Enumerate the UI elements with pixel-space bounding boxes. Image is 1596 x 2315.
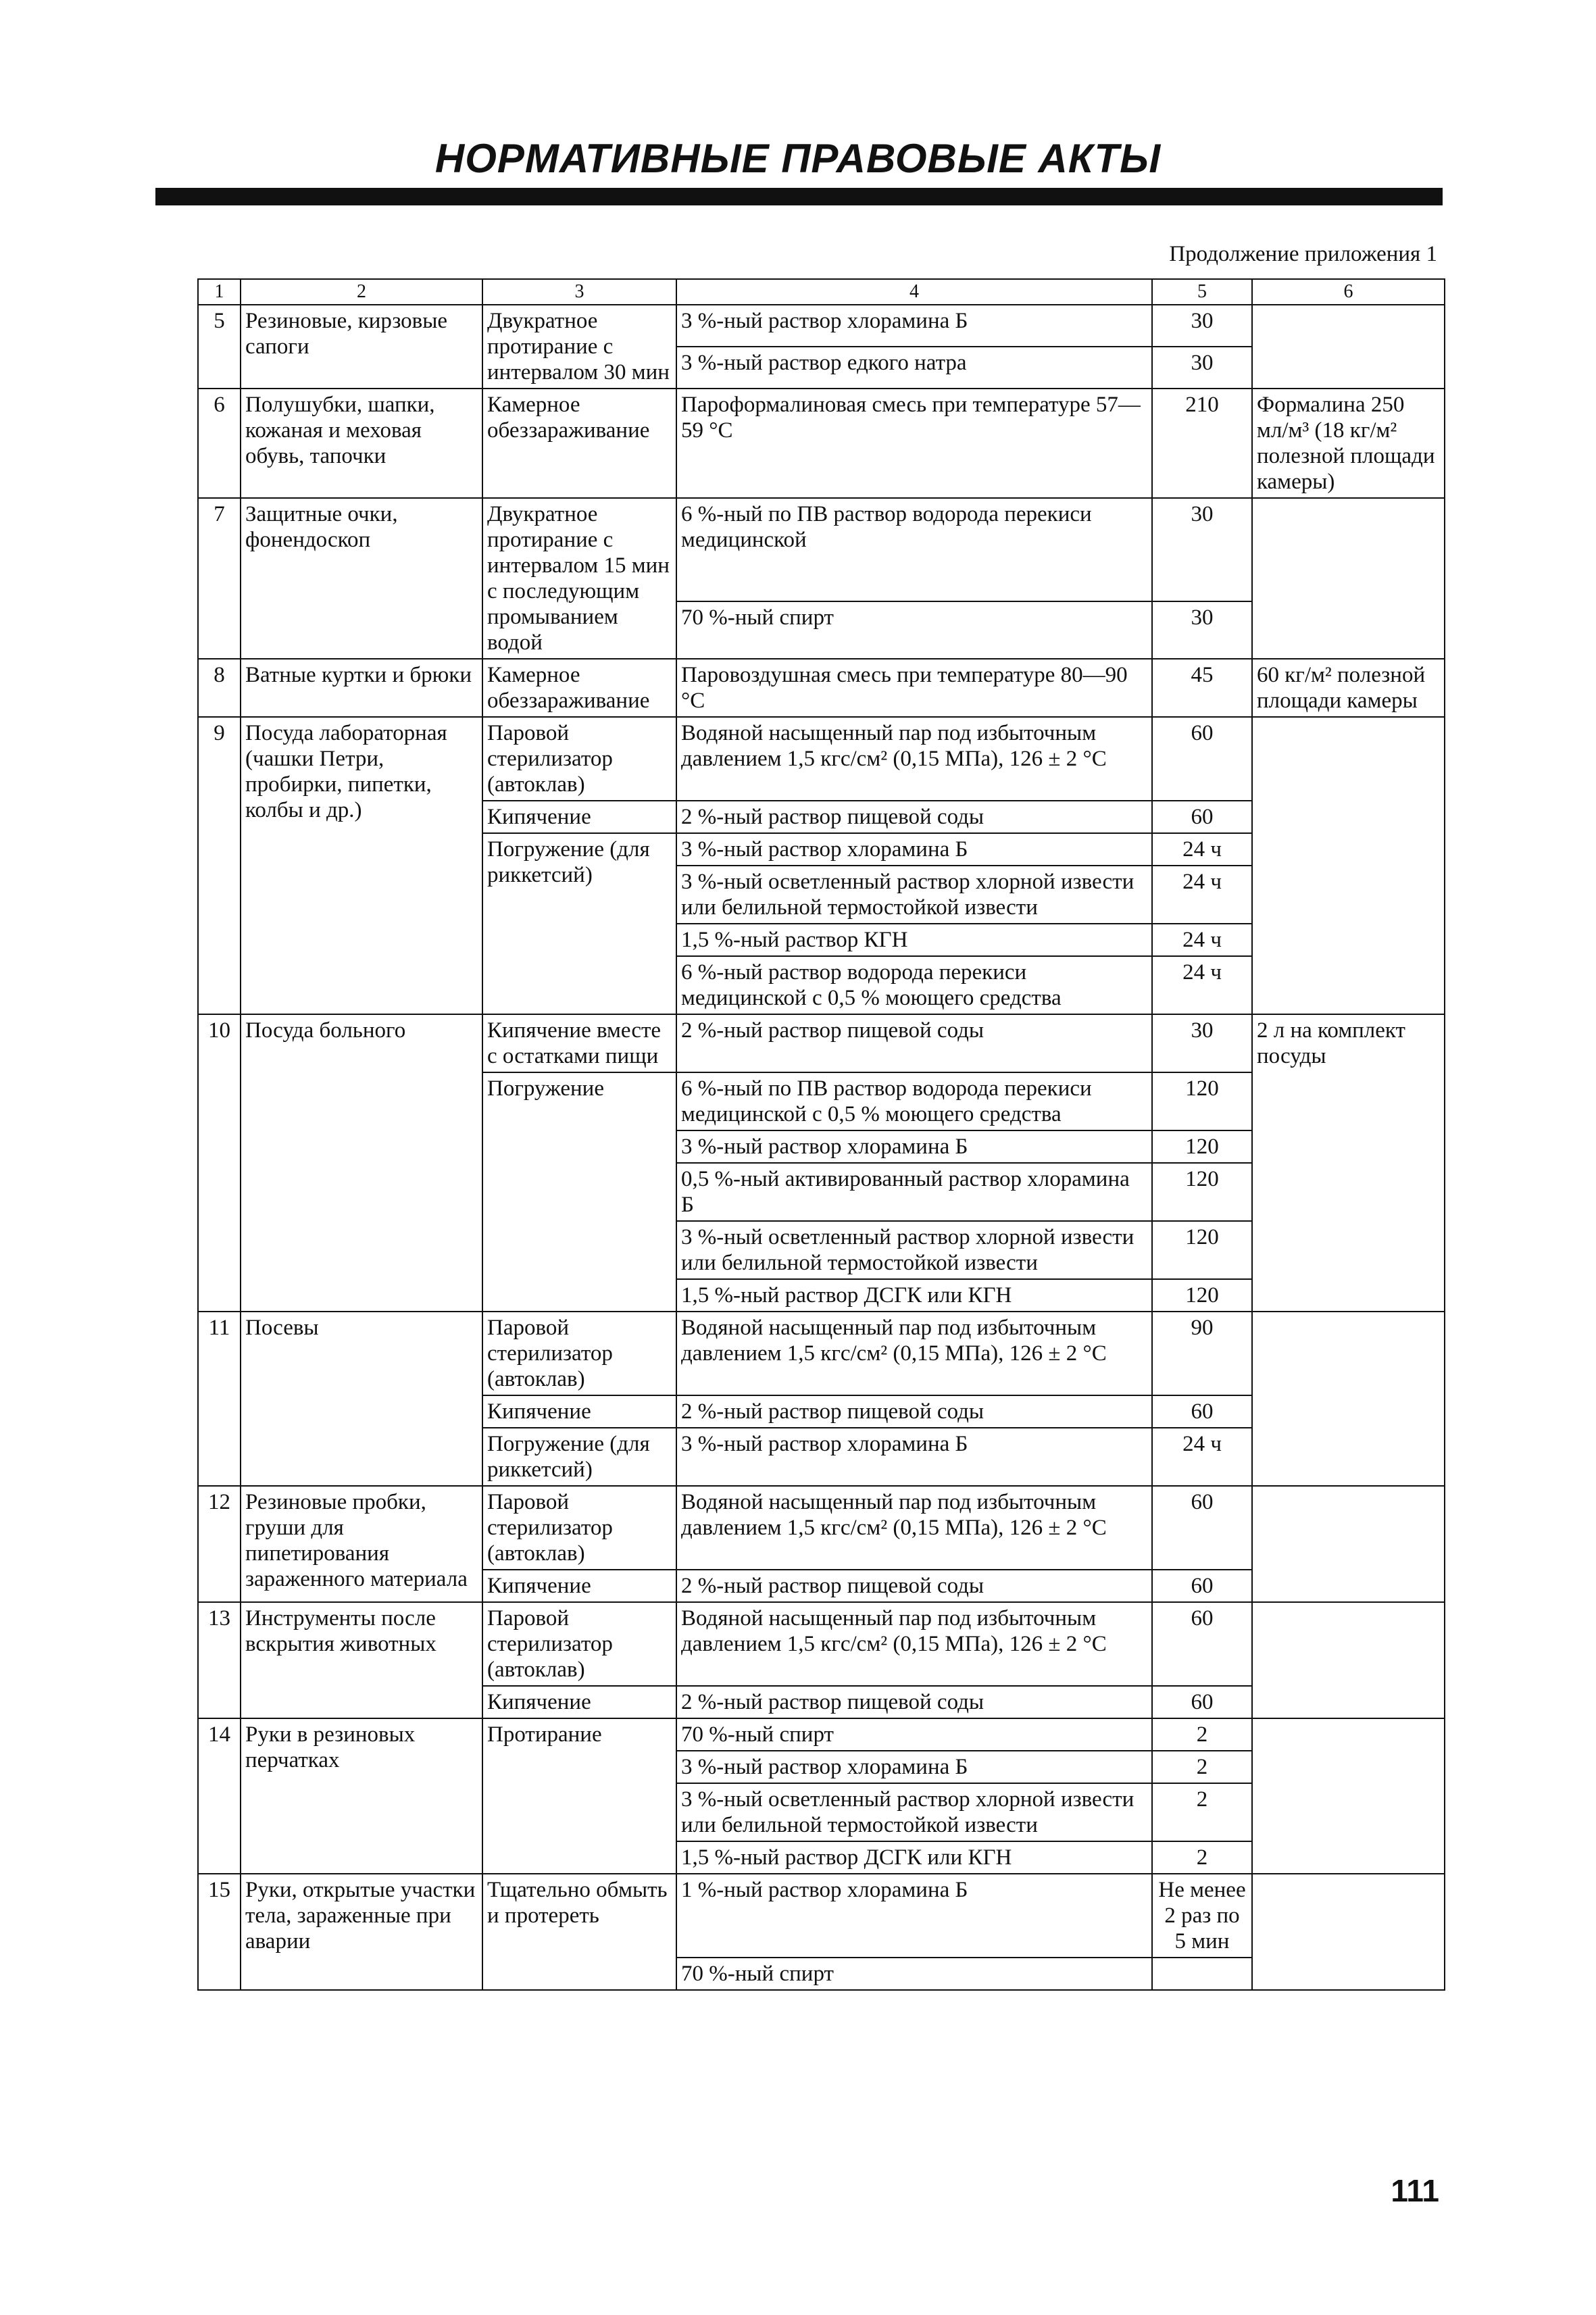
method-cell: Камерное обеззараживание <box>482 389 676 498</box>
exposure-time-cell: 60 <box>1152 801 1252 833</box>
note-cell <box>1252 1874 1445 1990</box>
row-number-cell: 7 <box>198 498 241 659</box>
row-number-cell: 6 <box>198 389 241 498</box>
exposure-time-cell: 30 <box>1152 1014 1252 1072</box>
object-cell: Резиновые, кирзовые сапоги <box>241 305 482 389</box>
note-cell <box>1252 305 1445 389</box>
exposure-time-cell: 2 <box>1152 1718 1252 1751</box>
note-cell <box>1252 1486 1445 1602</box>
row-number-cell: 12 <box>198 1486 241 1602</box>
object-cell: Ватные куртки и брюки <box>241 659 482 717</box>
note-cell <box>1252 1718 1445 1874</box>
exposure-time-cell: 2 <box>1152 1783 1252 1841</box>
note-cell <box>1252 1312 1445 1486</box>
note-cell <box>1252 717 1445 1014</box>
agent-cell: 6 %-ный раствор водорода перекиси медицинской с 0,5 % моющего средства <box>676 956 1152 1014</box>
exposure-time-cell: 90 <box>1152 1312 1252 1395</box>
column-header: 4 <box>676 279 1152 305</box>
method-cell: Кипячение <box>482 801 676 833</box>
exposure-time-cell: 2 <box>1152 1841 1252 1874</box>
table-row <box>198 389 1445 498</box>
agent-cell: Паровоздушная смесь при температуре 80—90 °С <box>676 659 1152 717</box>
exposure-time-cell: 120 <box>1152 1163 1252 1221</box>
object-cell: Резиновые пробки, груши для пипетирования зараженного материала <box>241 1486 482 1602</box>
table-row <box>198 1874 1445 1958</box>
column-header: 1 <box>198 279 241 305</box>
column-header: 2 <box>241 279 482 305</box>
object-cell: Руки в резиновых перчатках <box>241 1718 482 1874</box>
table-row <box>198 305 1445 347</box>
column-header: 3 <box>482 279 676 305</box>
method-cell: Погружение <box>482 1072 676 1312</box>
agent-cell: 3 %-ный раствор хлорамина Б <box>676 1130 1152 1163</box>
method-cell: Кипячение вместе с остатками пищи <box>482 1014 676 1072</box>
agent-cell: 2 %-ный раствор пищевой соды <box>676 1570 1152 1602</box>
table-row <box>198 1602 1445 1686</box>
exposure-time-cell: 45 <box>1152 659 1252 717</box>
table-header-row <box>198 279 1445 305</box>
agent-cell: Водяной насыщенный пар под избыточным давлением 1,5 кгс/см² (0,15 МПа), 126 ± 2 °С <box>676 1486 1152 1570</box>
exposure-time-cell: 60 <box>1152 1602 1252 1686</box>
exposure-time-cell: 120 <box>1152 1130 1252 1163</box>
table-row <box>198 1486 1445 1570</box>
method-cell: Погружение (для риккетсий) <box>482 833 676 1014</box>
exposure-time-cell: 120 <box>1152 1279 1252 1312</box>
object-cell: Инструменты после вскрытия животных <box>241 1602 482 1718</box>
exposure-time-cell <box>1152 1958 1252 1990</box>
method-cell: Тщательно обмыть и протереть <box>482 1874 676 1990</box>
table-row <box>198 1014 1445 1072</box>
method-cell: Паровой стерилизатор (автоклав) <box>482 1486 676 1570</box>
row-number-cell: 10 <box>198 1014 241 1312</box>
method-cell: Протирание <box>482 1718 676 1874</box>
agent-cell: 3 %-ный осветленный раствор хлорной извести или белильной термостойкой извести <box>676 866 1152 924</box>
method-cell: Двукратное протирание с интервалом 15 мин с последующим промыванием водой <box>482 498 676 659</box>
agent-cell: 2 %-ный раствор пищевой соды <box>676 1014 1152 1072</box>
note-cell: 2 л на комплект посуды <box>1252 1014 1445 1312</box>
method-cell: Паровой стерилизатор (автоклав) <box>482 1602 676 1686</box>
method-cell: Погружение (для риккетсий) <box>482 1428 676 1486</box>
method-cell: Двукратное протирание с интервалом 30 мин <box>482 305 676 389</box>
object-cell: Посуда больного <box>241 1014 482 1312</box>
table-row <box>198 717 1445 801</box>
disinfection-table <box>197 278 1445 1991</box>
exposure-time-cell: 30 <box>1152 601 1252 659</box>
agent-cell: 3 %-ный осветленный раствор хлорной извести или белильной термостойкой извести <box>676 1783 1152 1841</box>
method-cell: Кипячение <box>482 1570 676 1602</box>
column-header: 5 <box>1152 279 1252 305</box>
row-number-cell: 11 <box>198 1312 241 1486</box>
note-cell <box>1252 498 1445 659</box>
agent-cell: 2 %-ный раствор пищевой соды <box>676 801 1152 833</box>
agent-cell: 1,5 %-ный раствор ДСГК или КГН <box>676 1279 1152 1312</box>
method-cell: Паровой стерилизатор (автоклав) <box>482 717 676 801</box>
agent-cell: 6 %-ный по ПВ раствор водорода перекиси медицинской с 0,5 % моющего средства <box>676 1072 1152 1130</box>
table-row <box>198 1312 1445 1395</box>
agent-cell: 3 %-ный раствор хлорамина Б <box>676 1428 1152 1486</box>
exposure-time-cell: 24 ч <box>1152 1428 1252 1486</box>
exposure-time-cell: 30 <box>1152 305 1252 347</box>
exposure-time-cell: 30 <box>1152 498 1252 601</box>
page-header-title: НОРМАТИВНЫЕ ПРАВОВЫЕ АКТЫ <box>434 136 1162 181</box>
exposure-time-cell: 60 <box>1152 1395 1252 1428</box>
agent-cell: 3 %-ный раствор едкого натра <box>676 347 1152 389</box>
row-number-cell: 14 <box>198 1718 241 1874</box>
table-row <box>198 1718 1445 1751</box>
row-number-cell: 13 <box>198 1602 241 1718</box>
method-cell: Паровой стерилизатор (автоклав) <box>482 1312 676 1395</box>
object-cell: Посуда лабораторная (чашки Петри, пробирки, пипетки, колбы и др.) <box>241 717 482 1014</box>
agent-cell: 3 %-ный раствор хлорамина Б <box>676 1751 1152 1783</box>
page-number: 111 <box>1391 2173 1439 2208</box>
exposure-time-cell: 30 <box>1152 347 1252 389</box>
row-number-cell: 9 <box>198 717 241 1014</box>
agent-cell: Водяной насыщенный пар под избыточным давлением 1,5 кгс/см² (0,15 МПа), 126 ± 2 °С <box>676 1602 1152 1686</box>
agent-cell: 3 %-ный раствор хлорамина Б <box>676 833 1152 866</box>
exposure-time-cell: 24 ч <box>1152 833 1252 866</box>
row-number-cell: 15 <box>198 1874 241 1990</box>
object-cell: Руки, открытые участки тела, зараженные при аварии <box>241 1874 482 1990</box>
exposure-time-cell: 2 <box>1152 1751 1252 1783</box>
object-cell: Защитные очки, фонендоскоп <box>241 498 482 659</box>
method-cell: Кипячение <box>482 1686 676 1718</box>
exposure-time-cell: 60 <box>1152 1686 1252 1718</box>
exposure-time-cell: 120 <box>1152 1221 1252 1279</box>
table-row <box>198 498 1445 601</box>
continuation-caption: Продолжение приложения 1 <box>1169 242 1437 266</box>
object-cell: Полушубки, шапки, кожаная и меховая обувь, тапочки <box>241 389 482 498</box>
object-cell: Посевы <box>241 1312 482 1486</box>
row-number-cell: 8 <box>198 659 241 717</box>
agent-cell: 70 %-ный спирт <box>676 1958 1152 1990</box>
agent-cell: 6 %-ный по ПВ раствор водорода перекиси медицинской <box>676 498 1152 601</box>
table-body <box>198 279 1445 1990</box>
agent-cell: Водяной насыщенный пар под избыточным давлением 1,5 кгс/см² (0,15 МПа), 126 ± 2 °С <box>676 1312 1152 1395</box>
exposure-time-cell: 60 <box>1152 717 1252 801</box>
agent-cell: 70 %-ный спирт <box>676 1718 1152 1751</box>
agent-cell: 1,5 %-ный раствор ДСГК или КГН <box>676 1841 1152 1874</box>
exposure-time-cell: 24 ч <box>1152 956 1252 1014</box>
agent-cell: 1 %-ный раствор хлорамина Б <box>676 1874 1152 1958</box>
agent-cell: 70 %-ный спирт <box>676 601 1152 659</box>
exposure-time-cell: 120 <box>1152 1072 1252 1130</box>
exposure-time-cell: Не менее 2 раз по 5 мин <box>1152 1874 1252 1958</box>
agent-cell: 2 %-ный раствор пищевой соды <box>676 1686 1152 1718</box>
exposure-time-cell: 60 <box>1152 1486 1252 1570</box>
exposure-time-cell: 24 ч <box>1152 924 1252 956</box>
note-cell: 60 кг/м² полезной площади камеры <box>1252 659 1445 717</box>
exposure-time-cell: 60 <box>1152 1570 1252 1602</box>
note-cell <box>1252 1602 1445 1718</box>
method-cell: Кипячение <box>482 1395 676 1428</box>
header-rule <box>155 188 1443 205</box>
agent-cell: 0,5 %-ный активированный раствор хлорамина Б <box>676 1163 1152 1221</box>
agent-cell: 1,5 %-ный раствор КГН <box>676 924 1152 956</box>
agent-cell: 3 %-ный раствор хлорамина Б <box>676 305 1152 347</box>
exposure-time-cell: 24 ч <box>1152 866 1252 924</box>
table-row <box>198 659 1445 717</box>
agent-cell: 3 %-ный осветленный раствор хлорной извести или белильной термостойкой извести <box>676 1221 1152 1279</box>
agent-cell: 2 %-ный раствор пищевой соды <box>676 1395 1152 1428</box>
note-cell: Формалина 250 мл/м³ (18 кг/м² полезной площади камеры) <box>1252 389 1445 498</box>
exposure-time-cell: 210 <box>1152 389 1252 498</box>
disinfection-table-wrapper <box>197 278 1444 1991</box>
agent-cell: Водяной насыщенный пар под избыточным давлением 1,5 кгс/см² (0,15 МПа), 126 ± 2 °С <box>676 717 1152 801</box>
row-number-cell: 5 <box>198 305 241 389</box>
method-cell: Камерное обеззараживание <box>482 659 676 717</box>
column-header: 6 <box>1252 279 1445 305</box>
agent-cell: Пароформалиновая смесь при температуре 57—59 °С <box>676 389 1152 498</box>
